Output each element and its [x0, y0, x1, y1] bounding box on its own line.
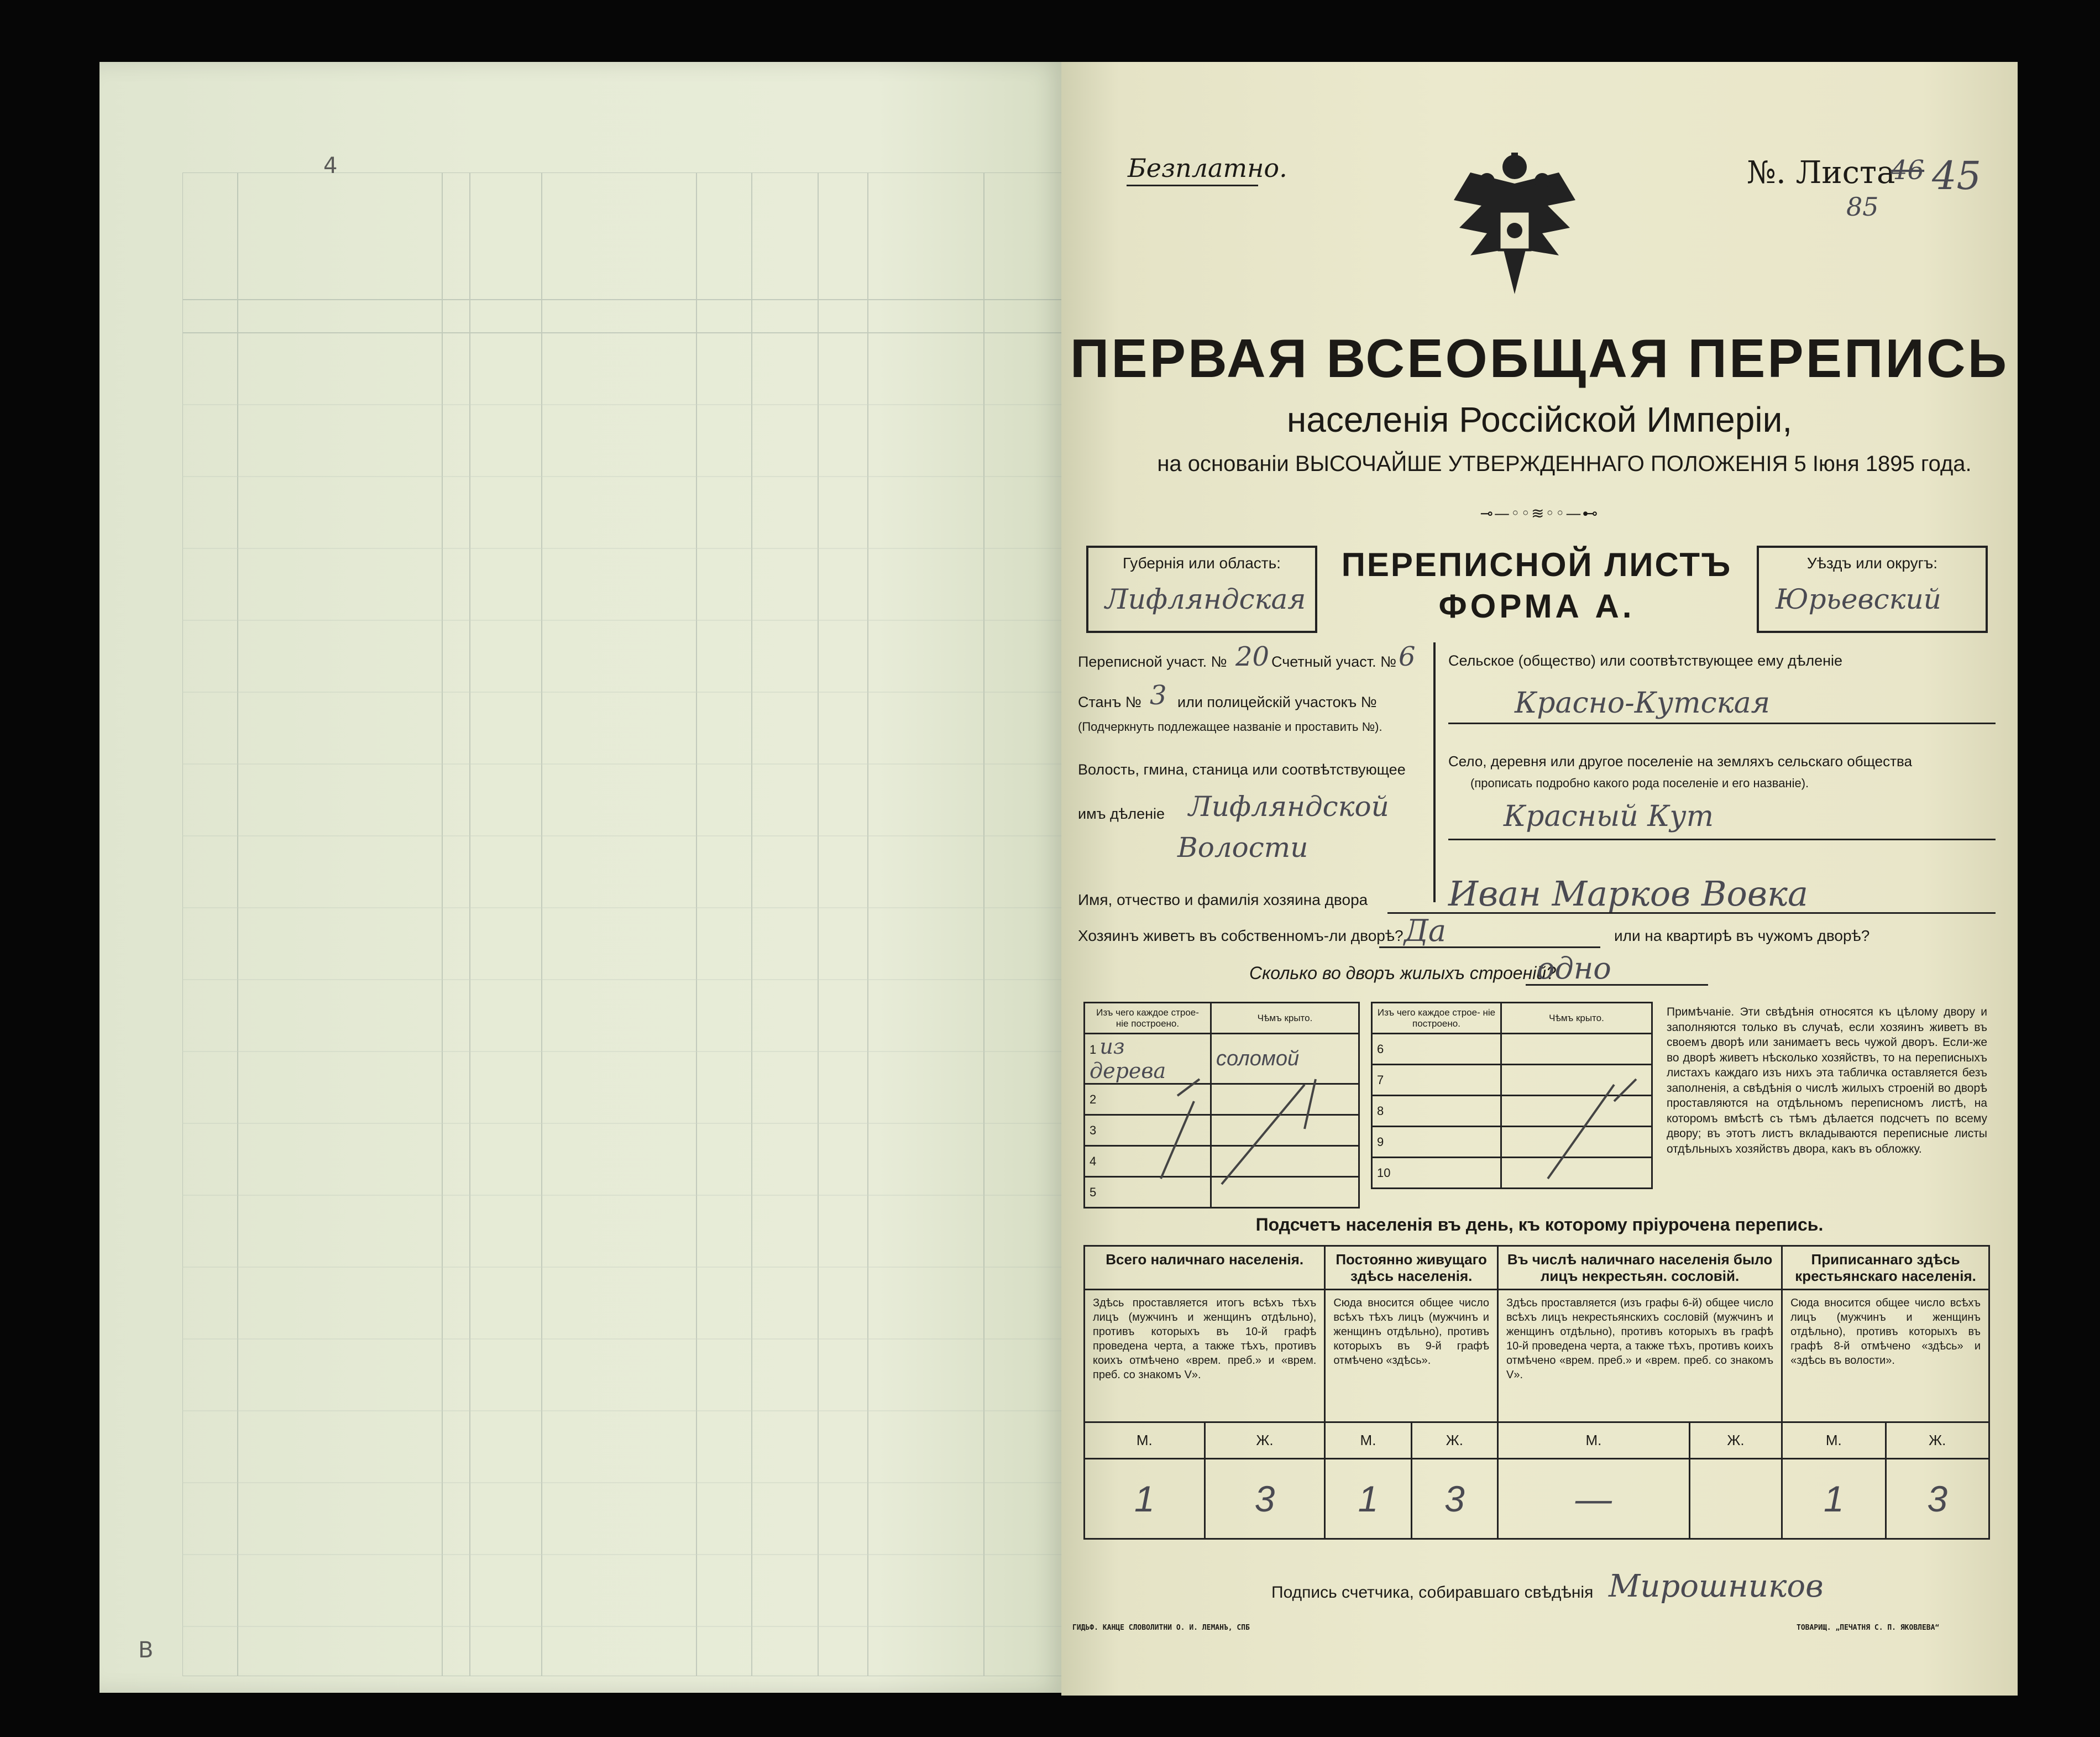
- society-value: Красно-Кутская: [1515, 687, 1771, 720]
- table-row: 5: [1085, 1177, 1211, 1208]
- count-section-value: 6: [1399, 641, 1416, 672]
- tally-non-peasant-female: [1689, 1459, 1782, 1539]
- buildings-count-label: Сколько во дворъ жилыхъ строеній?: [1249, 963, 1556, 983]
- female-label: Ж.: [1886, 1422, 1989, 1459]
- volost-label-line2: имъ дѣленіе: [1078, 805, 1165, 822]
- tally-head-non-peasant: Въ числѣ наличнаго населенія было лицъ некрестьян. сословій.: [1497, 1246, 1782, 1290]
- tally-present-male: 1: [1085, 1459, 1205, 1539]
- province-box: [1086, 546, 1317, 633]
- table-row: 8: [1372, 1096, 1501, 1127]
- count-section-label: Счетный участ. №: [1271, 653, 1397, 670]
- buildings-pencil-strokes: [1083, 1002, 1658, 1190]
- signature-label: Подпись счетчика, собиравшаго свѣдѣнія: [1271, 1583, 1594, 1602]
- male-label: М.: [1782, 1422, 1886, 1459]
- left-page-mark-top: 4: [323, 153, 338, 179]
- tally-title: Подсчетъ населенія въ день, къ которому пріурочена перепись.: [1255, 1215, 1824, 1234]
- form-title-line1: ПЕРЕПИСНОЙ ЛИСТЪ: [1341, 546, 1732, 583]
- sheet-number-current: 45: [1932, 153, 1982, 198]
- tally-registered-female: 3: [1886, 1459, 1989, 1539]
- owner-value: Иван Марков Вовка: [1448, 873, 1808, 914]
- society-label: Сельское (общество) или соотвѣтствующее ему дѣленіе: [1448, 652, 1843, 669]
- female-label: Ж.: [1689, 1422, 1782, 1459]
- col-roof-header-2: Чѣмъ крыто.: [1501, 1003, 1652, 1034]
- table-row: 1 из дерева: [1085, 1034, 1211, 1084]
- society-underline: [1448, 723, 1996, 724]
- field-column-divider: [1433, 642, 1436, 902]
- tally-desc-permanent: Сюда вносится общее число всѣхъ тѣхъ лицъ (мужчинъ и женщинъ отдѣльно), противъ которыхъ въ 9-й графѣ отмѣчено «здѣсь».: [1325, 1290, 1498, 1422]
- form-title-line2: ФОРМА А.: [1438, 588, 1635, 625]
- volost-label-line1: Волость, гмина, станица или соотвѣтствующее: [1078, 761, 1406, 778]
- own-yard-underline: [1379, 946, 1600, 948]
- buildings-note: Примѣчаніе. Эти свѣдѣнія относятся къ цѣлому двору и заполняются только въ случаѣ, если хозяинъ живетъ въ своемъ дворѣ или занимаетъ весь чужой дворъ. Если-же во дворѣ живетъ нѣсколько хозяйствъ, то на переписныхъ листахъ каждаго изъ нихъ эта табличка оставляется безъ заполненія, а свѣдѣнія о числѣ жилыхъ строеній во дворѣ проставляются на отдѣльномъ переписномъ листѣ, на которомъ вмѣстѣ съ тѣмъ дѣлается подсчетъ по всему двору; въ этотъ листъ вкладываются переписные листы отдѣльныхъ хозяйствъ двора, какъ въ обложку.: [1667, 1006, 1987, 1155]
- district-value: Юрьевский: [1776, 583, 1941, 615]
- census-section-value: 20: [1235, 641, 1270, 672]
- table-row: 7: [1372, 1065, 1501, 1096]
- tally-permanent-male: 1: [1325, 1459, 1411, 1539]
- sheet-number-struck: 46: [1890, 155, 1925, 186]
- legal-basis: на основаніи ВЫСОЧАЙШЕ УТВЕРЖДЕННАГО ПОЛОЖЕНІЯ 5 Іюня 1895 года.: [1157, 452, 1972, 476]
- table-row: 4: [1085, 1146, 1211, 1177]
- tally-permanent-female: 3: [1411, 1459, 1497, 1539]
- volost-value-line1: Лифляндской: [1188, 791, 1389, 823]
- document-title: ПЕРВАЯ ВСЕОБЩАЯ ПЕРЕПИСЬ: [1070, 328, 2009, 389]
- stan-label: Станъ №: [1078, 694, 1141, 710]
- rented-yard-label: или на квартирѣ въ чужомъ дворѣ?: [1614, 927, 1870, 944]
- col-material-header-2: Изъ чего каждое строе- ніе построено.: [1372, 1003, 1501, 1034]
- signature-value: Мирошников: [1609, 1568, 1824, 1604]
- table-row: 2: [1085, 1084, 1211, 1115]
- census-section-label: Переписной участ. №: [1078, 653, 1227, 670]
- tally-head-registered: Приписаннаго здѣсь крестьянскаго населенія.: [1782, 1246, 1989, 1290]
- tally-non-peasant-male: —: [1497, 1459, 1689, 1539]
- male-label: М.: [1497, 1422, 1689, 1459]
- owner-label: Имя, отчество и фамилія хозяина двора: [1078, 891, 1368, 908]
- document-subtitle: населенія Россійской Имперіи,: [1286, 400, 1793, 440]
- col-material-header: Изъ чего каждое строе- ніе построено.: [1085, 1003, 1211, 1034]
- province-value: Лифляндская: [1105, 583, 1306, 615]
- stan-note: (Подчеркнуть подлежащее названіе и проставить №).: [1078, 720, 1382, 734]
- village-label: Село, деревня или другое поселеніе на земляхъ сельскаго общества: [1448, 753, 1913, 770]
- stan-value: 3: [1150, 680, 1167, 711]
- own-yard-value: Да: [1404, 913, 1447, 948]
- sheet-number-label: №. Листа: [1747, 155, 1895, 191]
- ornament-divider: ⊸—◦◦≋◦◦—⊷: [1480, 504, 1599, 522]
- left-page-grid: [182, 172, 1067, 1676]
- district-label: Уѣздъ или округъ:: [1806, 554, 1938, 572]
- female-label: Ж.: [1205, 1422, 1325, 1459]
- owner-underline: [1387, 912, 1996, 914]
- tally-desc-present: Здѣсь проставляется итогъ всѣхъ тѣхъ лицъ (мужчинъ и женщинъ отдѣльно), противъ которыхъ въ 10-й графѣ проведена черта, а также тѣхъ, противъ коихъ отмѣчено «врем. преб.» и «врем. преб. со знакомъ V».: [1085, 1290, 1325, 1422]
- population-tally-table: [1083, 1245, 1990, 1540]
- own-yard-label: Хозяинъ живетъ въ собственномъ-ли дворѣ?: [1078, 927, 1404, 944]
- tally-present-female: 3: [1205, 1459, 1325, 1539]
- tally-registered-male: 1: [1782, 1459, 1886, 1539]
- male-label: М.: [1085, 1422, 1205, 1459]
- building-roof: соломой: [1211, 1034, 1359, 1084]
- tally-head-present: Всего наличнаго населенія.: [1085, 1246, 1325, 1290]
- table-row: 9: [1372, 1127, 1501, 1158]
- col-roof-header: Чѣмъ крыто.: [1211, 1003, 1359, 1034]
- printer-credit-left: ГИДЬФ. КАНЦЕ СЛОВОЛИТНИ О. И. ЛЕМАНЪ, СПБ: [1072, 1624, 1250, 1632]
- male-label: М.: [1325, 1422, 1411, 1459]
- district-box: [1757, 546, 1988, 633]
- free-stamp: Безплатно.: [1128, 153, 1287, 183]
- buildings-count-value: одно: [1537, 951, 1611, 986]
- table-row: 6: [1372, 1034, 1501, 1065]
- sheet-number-lower: 85: [1846, 192, 1879, 222]
- imperial-eagle-emblem: [1448, 150, 1581, 316]
- buildings-count-underline: [1526, 984, 1708, 986]
- tally-desc-registered: Сюда вносится общее число всѣхъ лицъ (мужчинъ и женщинъ отдѣльно), противъ которыхъ въ графѣ 8-й отмѣчено «здѣсь» и «здѣсь въ волости».: [1782, 1290, 1989, 1422]
- police-section-label: или полицейскій участокъ №: [1177, 694, 1377, 710]
- printer-credit-right: ТОВАРИЩ. „ПЕЧАТНЯ С. П. ЯКОВЛЕВА“: [1797, 1624, 1940, 1632]
- tally-desc-non-peasant: Здѣсь проставляется (изъ графы 6-й) общее число всѣхъ лицъ некрестьянскихъ сословій (мужчинъ и женщинъ отдѣльно), противъ которыхъ въ графѣ 10-й проведена черта, а также тѣхъ, противъ коихъ отмѣчено «врем. преб.» и «врем. преб. со знакомъ V».: [1497, 1290, 1782, 1422]
- village-note: (прописать подробно какого рода поселеніе и его названіе).: [1470, 776, 1809, 790]
- female-label: Ж.: [1411, 1422, 1497, 1459]
- table-row: 10: [1372, 1158, 1501, 1189]
- village-value: Красный Кут: [1504, 800, 1714, 833]
- table-row: 3: [1085, 1115, 1211, 1146]
- building-material: из дерева: [1090, 1034, 1166, 1083]
- village-underline: [1448, 839, 1996, 840]
- volost-value-line2: Волости: [1177, 831, 1308, 864]
- left-page-mark-bottom: B: [138, 1637, 154, 1663]
- census-form-page: [1061, 62, 2018, 1696]
- tally-head-permanent: Постоянно живущаго здѣсь населенія.: [1325, 1246, 1498, 1290]
- left-page: [99, 62, 1070, 1693]
- free-stamp-underline: [1127, 185, 1258, 186]
- province-label: Губернія или область:: [1123, 554, 1281, 572]
